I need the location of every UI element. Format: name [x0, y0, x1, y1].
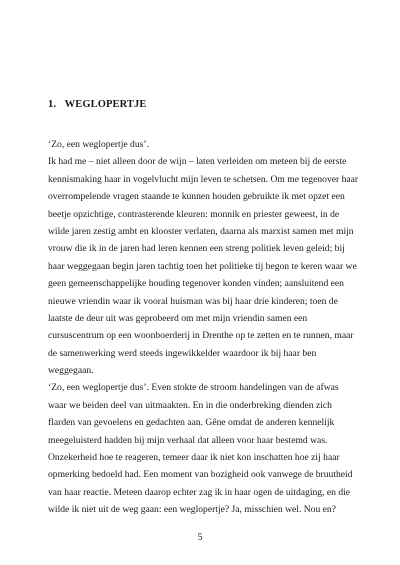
text-line: haar weggegaan begin jaren tachtig toen het politieke tij begon te keren waar we — [48, 260, 357, 272]
text-line: kennismaking haar in vogelvlucht mijn leven te schetsen. Om me tegenover haar — [48, 173, 359, 185]
text-line: van haar reactie. Meteen daarop echter zag ik in haar ogen de uitdaging, en die — [48, 486, 351, 498]
text-line: weggegaan. — [48, 365, 94, 377]
text-line: beetje opzichtige, contrasterende kleuren: monnik en priester geweest, in de — [48, 208, 340, 220]
text-line: geen gemeenschappelijke houding tegenover konden vinden; aansluitend een — [48, 278, 344, 290]
text-line: flarden van gevoelens en gedachten aan. Gêne omdat de anderen kennelijk — [48, 417, 335, 429]
text-line: wilde ik niet uit de weg gaan: een weglopertje? Ja, misschien wel. Nou en? — [48, 504, 336, 516]
text-line: opmerking bedoeld had. Een moment van bozigheid ook vanwege de bruutheid — [48, 469, 353, 481]
text-line: waar we beiden deel van uitmaakten. En in die onderbreking dienden zich — [48, 399, 332, 411]
text-line: ‘Zo, een weglopertje dus’. Even stokte de stroom handelingen van de afwas — [48, 382, 339, 394]
body-text — [48, 136, 368, 519]
text-line: de samenwerking werd steeds ingewikkelder waardoor ik bij haar ben — [48, 347, 317, 359]
text-line: Ik had me – niet alleen door de wijn – laten verleiden om meteen bij de eerste — [48, 156, 347, 168]
chapter-heading — [48, 99, 146, 110]
text-line: cursuscentrum op een woonboerderij in Drenthe op te zetten en te runnen, maar — [48, 330, 354, 342]
text-line: wilde jaren zestig ambt en klooster verlaten, daarna als marxist samen met mijn — [48, 225, 354, 237]
text-line: laatste de deur uit was geprobeerd om met mijn vriendin samen een — [48, 312, 308, 324]
text-line: ‘Zo, een weglopertje dus’. — [48, 139, 149, 150]
text-line: vrouw die ik in de jaren had leren kennen een streng politiek leven geleid; bij — [48, 243, 345, 255]
text-line: nieuwe vriendin waar ik vooral huisman was bij haar drie kinderen; toen de — [48, 295, 338, 307]
chapter-title: WEGLOPERTJE — [64, 99, 147, 110]
page-number: 5 — [197, 532, 203, 543]
chapter-number: 1. — [48, 99, 57, 110]
text-line: overrompelende vragen staande te kunnen houden gebruikte ik met opzet een — [48, 191, 345, 203]
text-line: Onzekerheid hoe te reageren, temeer daar ik niet kon inschatten hoe zij haar — [48, 452, 340, 464]
text-line: meegeluisterd hadden bij mijn verhaal dat alleen voor haar bestemd was. — [48, 434, 328, 446]
